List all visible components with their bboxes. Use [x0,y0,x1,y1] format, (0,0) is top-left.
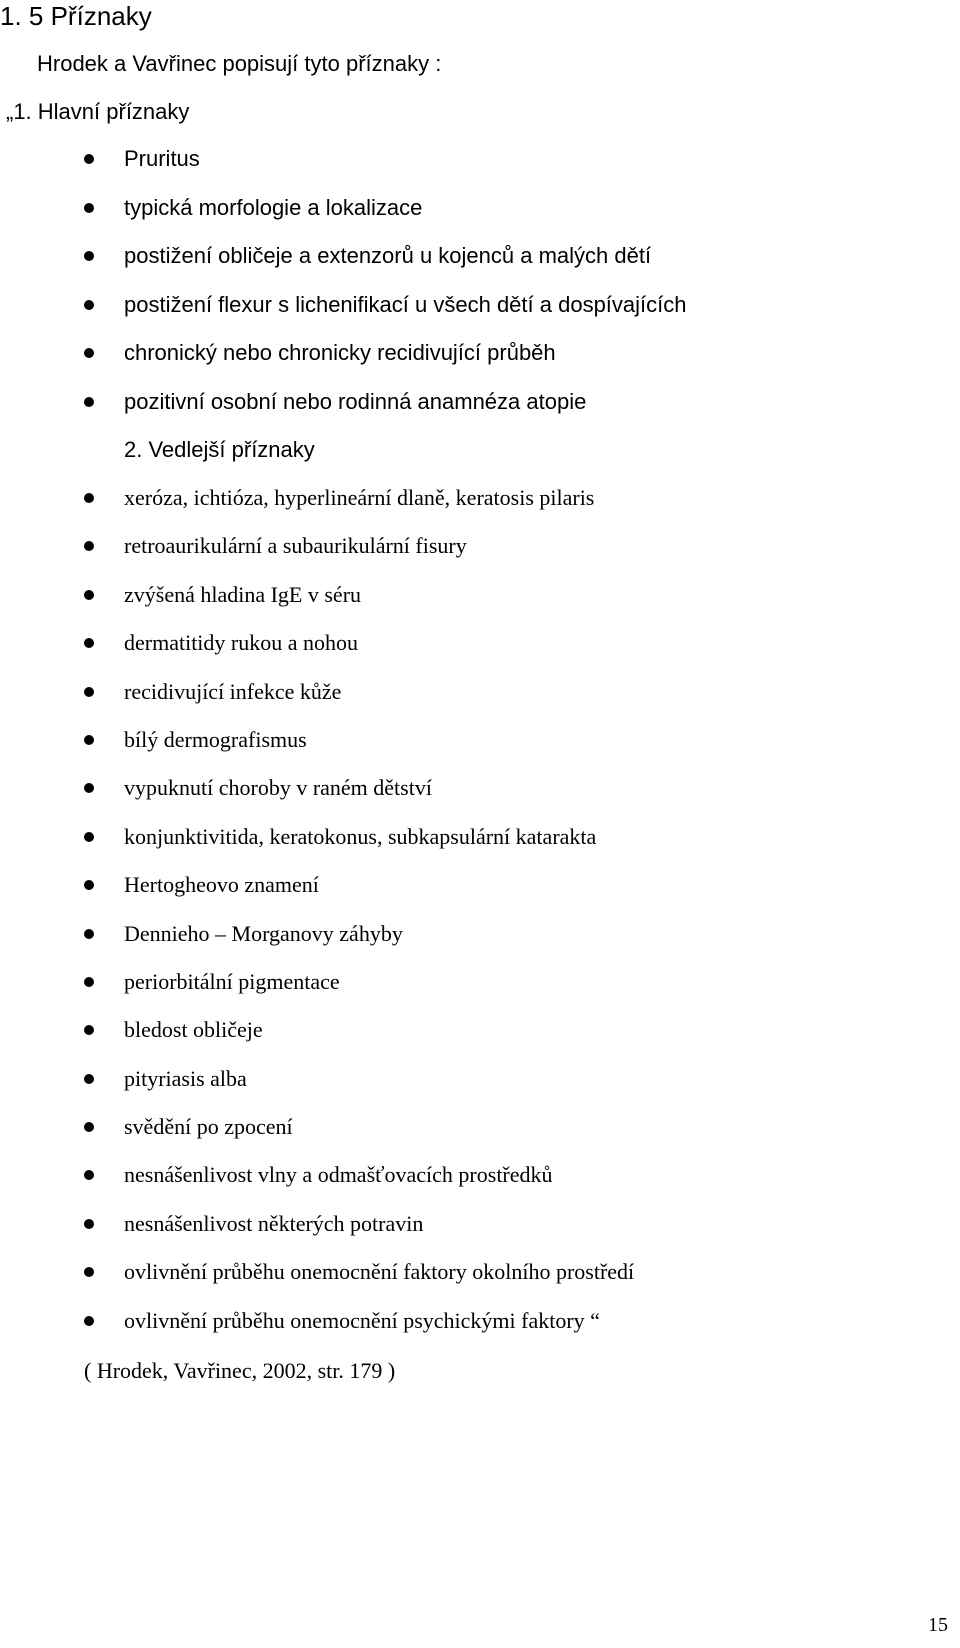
bullet-icon [84,1219,94,1229]
list-item-text: chronický nebo chronicky recidivující průběh [124,340,556,365]
bullet-icon [84,300,94,310]
citation: ( Hrodek, Vavřinec, 2002, str. 179 ) [84,1358,396,1383]
list-item-text: nesnášenlivost vlny a odmašťovacích prostředků [124,1162,553,1188]
bullet-icon [84,783,94,793]
list-item-text: typická morfologie a lokalizace [124,194,423,220]
list-item-text: Pruritus [124,146,200,171]
list-item-text: xeróza, ichtióza, hyperlineární dlaně, keratosis pilaris [124,485,595,510]
bullet-icon [84,590,94,600]
bullet-icon [84,154,94,164]
list-item-text: pityriasis alba [124,1065,247,1091]
list-item-text: ovlivnění průběhu onemocnění psychickými faktory “ [124,1307,600,1333]
list-item-text: Hertogheovo znamení [124,872,319,898]
list-item-text: zvýšená hladina IgE v séru [124,581,362,607]
bullet-icon [84,203,94,213]
bullet-icon [84,1170,94,1180]
bullet-icon [84,251,94,261]
list-item-text: postižení obličeje a extenzorů u kojenců a malých dětí [124,243,652,268]
secondary-symptoms-heading: 2. Vedlejší příznaky [124,437,315,462]
list-item-text: Dennieho – Morganovy záhyby [124,920,403,946]
bullet-icon [84,1025,94,1035]
bullet-icon [84,397,94,407]
bullet-icon [84,348,94,358]
bullet-icon [84,1122,94,1132]
bullet-icon [84,977,94,987]
section-heading: 1. 5 Příznaky [0,1,152,31]
bullet-icon [84,929,94,939]
list-item-text: vypuknutí choroby v raném dětství [124,775,432,801]
bullet-icon [84,1267,94,1277]
bullet-icon [84,687,94,697]
intro-text: Hrodek a Vavřinec popisují tyto příznaky : [37,51,442,76]
list-item-text: postižení flexur s lichenifikací u všech dětí a dospívajících [124,291,687,317]
bullet-icon [84,1316,94,1326]
page-number: 15 [928,1614,948,1636]
list-item-text: nesnášenlivost některých potravin [124,1210,424,1236]
list-item-text: pozitivní osobní nebo rodinná anamnéza atopie [124,388,587,414]
list-item-text: dermatitidy rukou a nohou [124,630,359,656]
bullet-icon [84,541,94,551]
list-item-text: recidivující infekce kůže [124,678,342,704]
list-item-text: periorbitální pigmentace [124,968,340,994]
list-item-text: bledost obličeje [124,1017,263,1043]
bullet-icon [84,638,94,648]
main-symptoms-heading: „1. Hlavní příznaky [6,99,190,124]
bullet-icon [84,832,94,842]
list-item-text: retroaurikulární a subaurikulární fisury [124,533,467,559]
list-item-text: bílý dermografismus [124,726,307,752]
bullet-icon [84,880,94,890]
list-item-text: svědění po zpocení [124,1114,293,1140]
bullet-icon [84,493,94,503]
bullet-icon [84,1074,94,1084]
list-item-text: konjunktivitida, keratokonus, subkapsulární katarakta [124,823,597,849]
list-item-text: ovlivnění průběhu onemocnění faktory okolního prostředí [124,1259,635,1285]
bullet-icon [84,735,94,745]
